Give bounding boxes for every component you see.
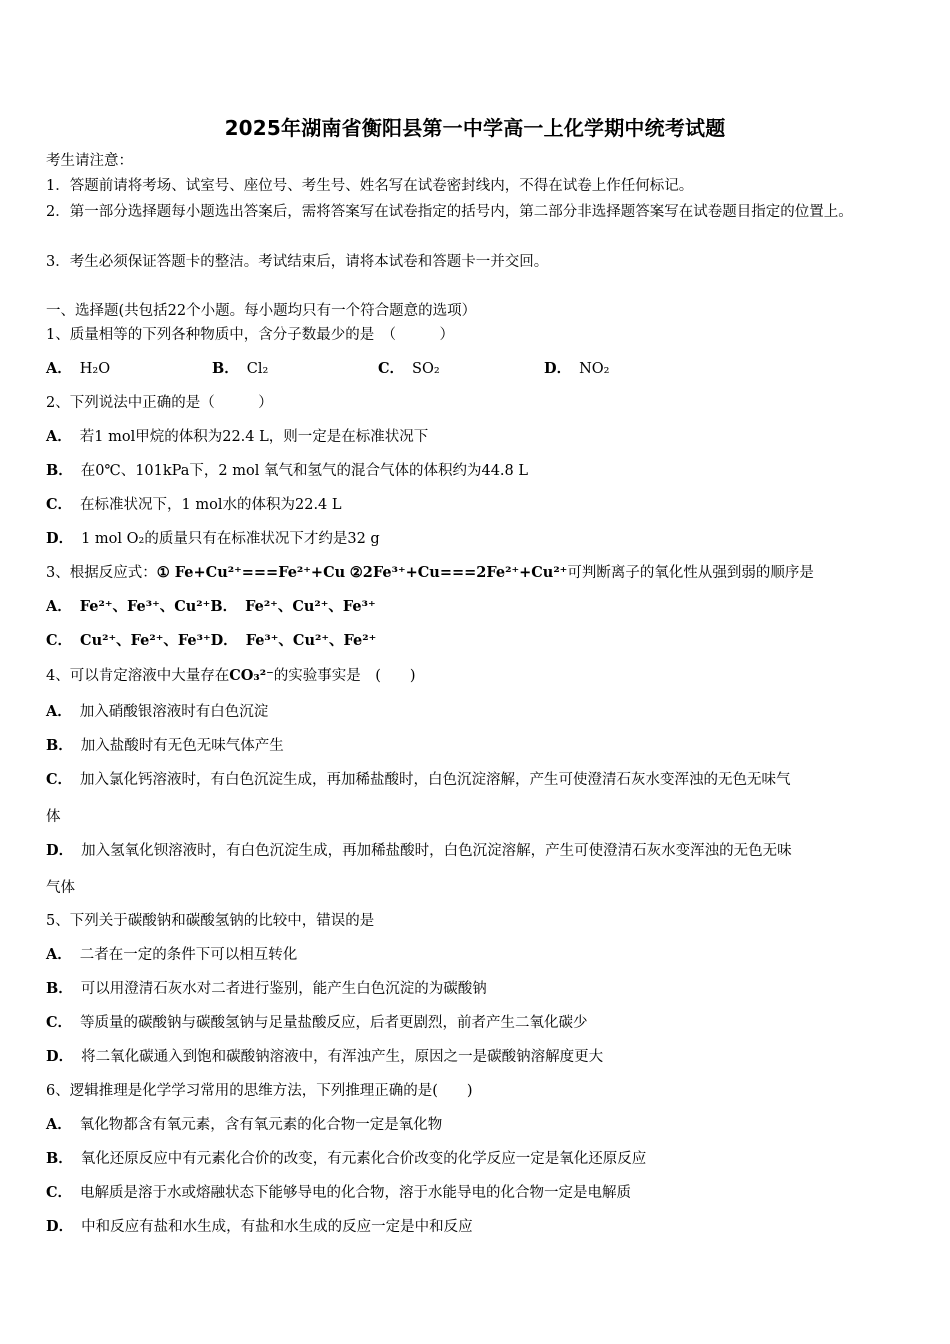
question-1-stem: 1、质量相等的下列各种物质中，含分子数最少的是 （ ） xyxy=(46,327,454,343)
question-2-stem: 2、下列说法中正确的是（ ） xyxy=(46,395,273,411)
question-5-option-b: B． 可以用澄清石灰水对二者进行鉴别，能产生白色沉淀的为碳酸钠 xyxy=(46,980,487,997)
option-b: B． Cl₂ xyxy=(212,360,269,377)
question-2-option-c: C． 在标准状况下，1 mol水的体积为22.4 L xyxy=(46,496,342,513)
question-6-option-b: B． 氧化还原反应中有元素化合价的改变，有元素化合价改变的化学反应一定是氧化还原反应 xyxy=(46,1150,647,1167)
equation-1: ① Fe+Cu²⁺===Fe²⁺+Cu xyxy=(156,564,346,581)
question-4-option-c-cont: 体 xyxy=(46,809,61,825)
question-6-option-a: A． 氧化物都含有氧元素，含有氧元素的化合物一定是氧化物 xyxy=(46,1116,443,1133)
option-d: D． NO₂ xyxy=(544,360,610,377)
notice-item-2: 2．第一部分选择题每小题选出答案后，需将答案写在试卷指定的括号内，第二部分非选择题答案写在试卷题目指定的位置上。 xyxy=(46,204,853,220)
question-5-option-d: D． 将二氧化碳通入到饱和碳酸钠溶液中，有浑浊产生，原因之一是碳酸钠溶解度更大 xyxy=(46,1048,604,1065)
option-c: C． SO₂ xyxy=(378,360,440,377)
question-6-stem: 6、逻辑推理是化学学习常用的思维方法，下列推理正确的是( ) xyxy=(46,1083,473,1099)
question-4-stem: 4、可以肯定溶液中大量存在CO₃²⁻的实验事实是 ( ) xyxy=(46,667,416,684)
notice-item-1: 1．答题前请将考场、试室号、座位号、考生号、姓名写在试卷密封线内，不得在试卷上作任何标记。 xyxy=(46,178,694,194)
question-5-option-c: C． 等质量的碳酸钠与碳酸氢钠与足量盐酸反应，后者更剧烈，前者产生二氧化碳少 xyxy=(46,1014,588,1031)
notice-item-3: 3．考生必须保证答题卡的整洁。考试结束后，请将本试卷和答题卡一并交回。 xyxy=(46,254,549,270)
question-4-option-a: A． 加入硝酸银溶液时有白色沉淀 xyxy=(46,703,269,720)
question-3-stem: 3、根据反应式：① Fe+Cu²⁺===Fe²⁺+Cu ②2Fe³⁺+Cu===2Fe²⁺+Cu²⁺可判断离子的氧化性从强到弱的顺序是 xyxy=(46,564,814,581)
question-1-options xyxy=(46,358,898,380)
question-5-stem: 5、下列关于碳酸钠和碳酸氢钠的比较中，错误的是 xyxy=(46,913,375,929)
question-4-option-c: C． 加入氯化钙溶液时，有白色沉淀生成，再加稀盐酸时，白色沉淀溶解，产生可使澄清石灰水变浑浊的无色无味气 xyxy=(46,771,791,788)
question-2-option-d: D． 1 mol O₂的质量只有在标准状况下才约是32 g xyxy=(46,530,380,547)
section-heading: 一、选择题(共包括22个小题。每小题均只有一个符合题意的选项） xyxy=(46,303,477,319)
notice-heading: 考生请注意： xyxy=(46,153,133,169)
question-5-option-a: A． 二者在一定的条件下可以相互转化 xyxy=(46,946,298,963)
question-3-options-ab: A． Fe²⁺、Fe³⁺、Cu²⁺B． Fe²⁺、Cu²⁺、Fe³⁺ xyxy=(46,598,376,615)
question-4-option-d-cont: 气体 xyxy=(46,880,75,896)
question-3-options-cd: C． Cu²⁺、Fe²⁺、Fe³⁺D． Fe³⁺、Cu²⁺、Fe²⁺ xyxy=(46,632,377,649)
question-6-option-c: C． 电解质是溶于水或熔融状态下能够导电的化合物，溶于水能导电的化合物一定是电解质 xyxy=(46,1184,632,1201)
question-2-option-a: A． 若1 mol甲烷的体积为22.4 L，则一定是在标准状况下 xyxy=(46,428,429,445)
question-6-option-d: D． 中和反应有盐和水生成，有盐和水生成的反应一定是中和反应 xyxy=(46,1218,473,1235)
question-4-option-d: D． 加入氢氧化钡溶液时，有白色沉淀生成，再加稀盐酸时，白色沉淀溶解，产生可使澄清石灰水变浑浊的无色无味 xyxy=(46,842,792,859)
equation-2: ②2Fe³⁺+Cu===2Fe²⁺+Cu²⁺ xyxy=(349,564,568,581)
question-4-option-b: B． 加入盐酸时有无色无味气体产生 xyxy=(46,737,284,754)
question-2-option-b: B． 在0℃、101kPa下，2 mol 氧气和氢气的混合气体的体积约为44.8 L xyxy=(46,462,529,479)
option-a: A． H₂O xyxy=(46,360,111,377)
page-title: 2025年湖南省衡阳县第一中学高一上化学期中统考试题 xyxy=(224,116,726,140)
carbonate-ion: CO₃²⁻ xyxy=(229,667,274,684)
